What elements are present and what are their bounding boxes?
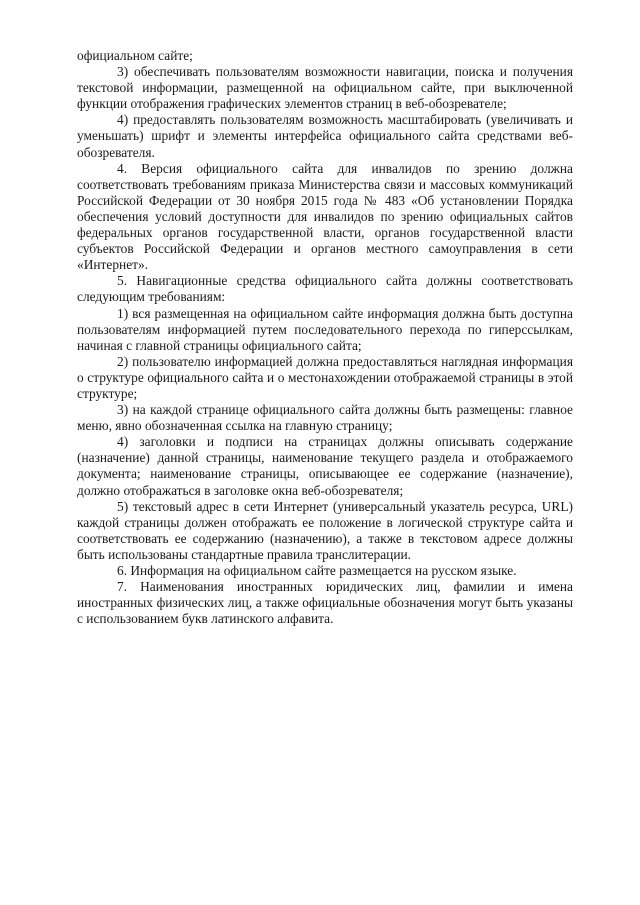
paragraph-section-5: 5. Навигационные средства официального сайта должны соответствовать следующим требованиям: [77,273,573,305]
document-body [77,48,573,627]
paragraph-section-5-item-4: 4) заголовки и подписи на страницах должны описывать содержание (назначение) данной страницы, наименование текущего раздела и отображаемого документа; наименование страницы, описывающее ее содержание (назначение), должно отображаться в заголовке окна веб-обозревателя; [77,434,573,498]
paragraph-section-5-item-3: 3) на каждой странице официального сайта должны быть размещены: главное меню, явно обозначенная ссылка на главную страницу; [77,402,573,434]
paragraph-item-4: 4) предоставлять пользователям возможность масштабировать (увеличивать и уменьшать) шрифт и элементы интерфейса официального сайта средствами веб-обозревателя. [77,112,573,160]
paragraph-section-5-item-5: 5) текстовый адрес в сети Интернет (универсальный указатель ресурса, URL) каждой страницы должен отображать ее положение в логической структуре сайта и соответствовать ее содержанию (назначению), а также в текстовом адресе должны быть использованы стандартные правила транслитерации. [77,498,573,562]
paragraph-section-6: 6. Информация на официальном сайте размещается на русском языке. [117,563,517,578]
paragraph-section-5-item-1: 1) вся размещенная на официальном сайте информация должна быть доступна пользователям информацией путем последовательного перехода по гиперссылкам, начиная с главной страницы официального сайта; [77,305,573,353]
paragraph-section-4: 4. Версия официального сайта для инвалидов по зрению должна соответствовать требованиям приказа Министерства связи и массовых коммуникаций Российской Федерации от 30 ноября 2015 года № 483 «Об установлении Порядка обеспечения условий доступности для инвалидов по зрению официальных сайтов федеральных органов государственной власти, органов государственной власти субъектов Российской Федерации и органов местного самоуправления в сети «Интернет». [77,160,573,273]
paragraph-section-7: 7. Наименования иностранных юридических лиц, фамилии и имена иностранных физических лиц, а также официальные обозначения могут быть указаны с использованием букв латинского алфавита. [77,579,573,627]
paragraph-section-5-item-2: 2) пользователю информацией должна предоставляться наглядная информация о структуре официального сайта и о местонахождении отображаемой страницы в этой структуре; [77,353,573,401]
paragraph-continuation: официальном сайте; [77,48,193,63]
paragraph-item-3: 3) обеспечивать пользователям возможности навигации, поиска и получения текстовой информации, размещенной на официальном сайте, при выключенной функции отображения графических элементов страниц в веб-обозревателе; [77,64,573,112]
